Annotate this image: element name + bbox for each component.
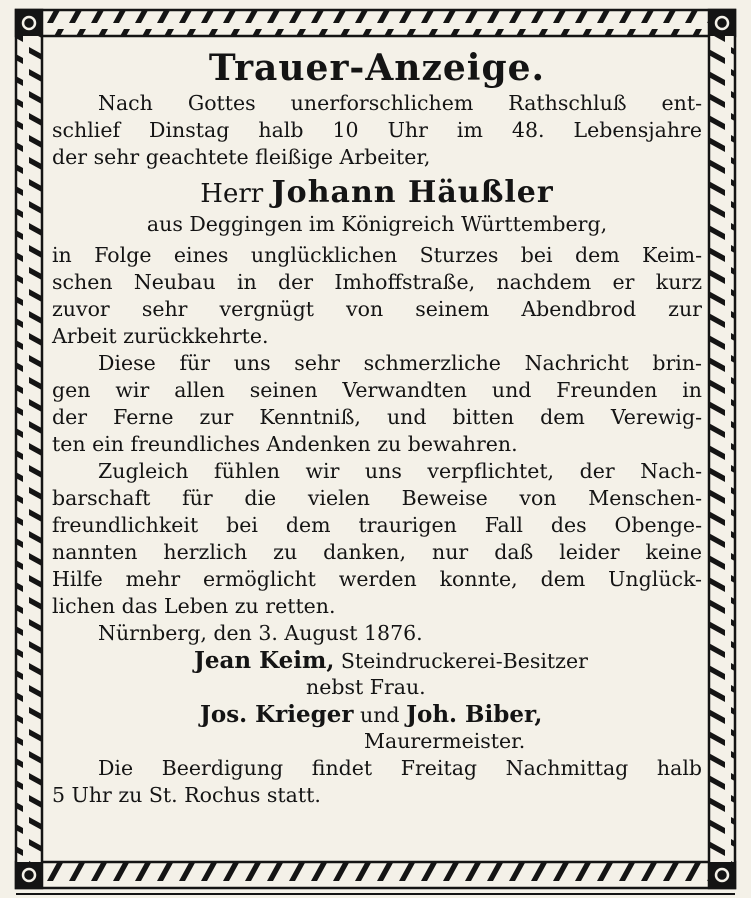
- paragraph-thanks: [52, 458, 702, 620]
- text-line: Die Beerdigung findet Freitag Nachmittag halb: [98, 756, 702, 780]
- paragraph-burial: [52, 755, 702, 809]
- paragraph-announcement: [52, 90, 702, 171]
- origin-line: aus Deggingen im Königreich Württemberg,: [146, 212, 608, 236]
- text-line: der sehr geachtete fleißige Arbeiter,: [52, 145, 431, 169]
- signer-name: Jean Keim,: [194, 647, 335, 674]
- signer-name: Jos. Krieger: [200, 701, 354, 728]
- text-line: Arbeit zurückkehrte.: [52, 324, 269, 348]
- paragraph-message: [52, 350, 702, 458]
- place-date: Nürnberg, den 3. August 1876.: [98, 621, 423, 645]
- text-line: Hilfe mehr ermöglicht werden konnte, dem Unglück-: [52, 567, 702, 591]
- notice-body: [52, 46, 702, 854]
- signer-note: nebst Frau.: [306, 675, 426, 699]
- text-line: ten ein freundliches Andenken zu bewahren.: [52, 432, 518, 456]
- text-line: freundlichkeit bei dem traurigen Fall des Obenge-: [52, 513, 702, 537]
- text-line: Diese für uns sehr schmerzliche Nachricht brin-: [98, 351, 702, 375]
- deceased-name-line: [52, 175, 702, 211]
- conjunction: und: [360, 703, 400, 727]
- text-line: gen wir allen seinen Verwandten und Freunden in: [52, 378, 702, 402]
- text-line: in Folge eines unglücklichen Sturzes bei dem Keim-: [52, 243, 702, 267]
- name-prefix: Herr: [200, 179, 264, 209]
- notice-title: Trauer-Anzeige.: [208, 47, 546, 89]
- text-line: zuvor sehr vergnügt von seinem Abendbrod zur: [52, 297, 702, 321]
- signer-title: Steindruckerei-Besitzer: [340, 649, 588, 673]
- signer-title: Maurermeister.: [364, 729, 526, 753]
- text-line: lichen das Leben zu retten.: [52, 594, 336, 618]
- text-line: nannten herzlich zu danken, nur daß leider keine: [52, 540, 702, 564]
- text-line: barschaft für die vielen Beweise von Menschen-: [52, 486, 702, 510]
- text-line: Zugleich fühlen wir uns verpflichtet, der Nach-: [98, 459, 702, 483]
- signer-keim: [194, 647, 702, 674]
- signer-name: Joh. Biber,: [406, 701, 543, 728]
- paragraph-cause: [52, 242, 702, 350]
- text-line: Nach Gottes unerforschlichem Rathschluß ent-: [98, 91, 702, 115]
- text-line: 5 Uhr zu St. Rochus statt.: [52, 783, 321, 807]
- text-line: der Ferne zur Kenntniß, und bitten dem Verewig-: [52, 405, 702, 429]
- text-line: schlief Dinstag halb 10 Uhr im 48. Lebensjahre: [52, 118, 702, 142]
- text-line: schen Neubau in der Imhoffstraße, nachdem er kurz: [52, 270, 702, 294]
- signer-masons: [200, 701, 702, 728]
- deceased-name: Johann Häußler: [271, 175, 554, 210]
